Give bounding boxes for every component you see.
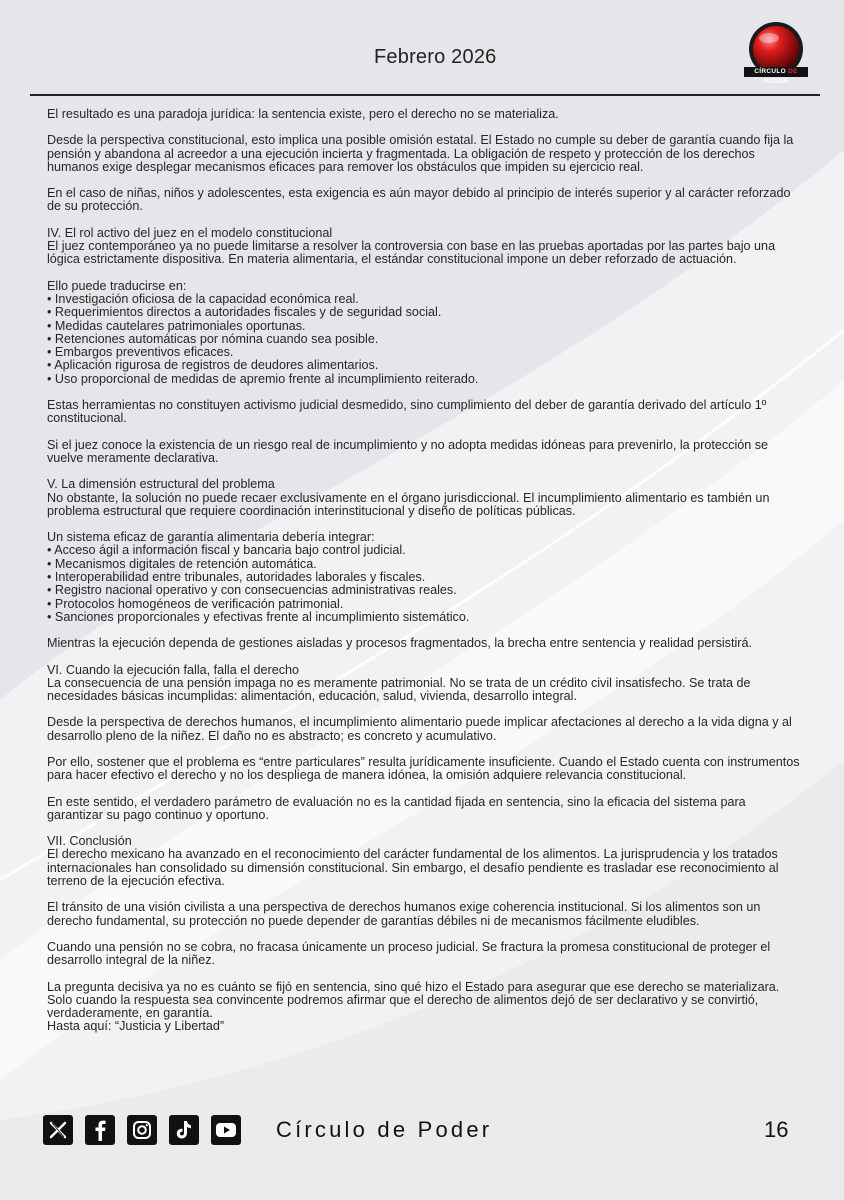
- facebook-icon[interactable]: [85, 1115, 115, 1145]
- social-icons: [43, 1115, 241, 1145]
- paragraph: Desde la perspectiva de derechos humanos, el incumplimiento alimentario puede implicar afectaciones al derecho a la vida digna y al desarrollo pleno de la niñez. El daño no es abstracto; es concreto y acumulativo.: [47, 715, 792, 743]
- closing-line: Hasta aquí: “Justicia y Libertad”: [47, 1019, 225, 1034]
- paragraph: El juez contemporáneo ya no puede limitarse a resolver la controversia con base en las pruebas aportadas por las partes bajo una lógica estrictamente dispositiva. En materia alimentaria, el estándar constitucional impone un deber reforzado de actuación.: [47, 239, 776, 267]
- section-heading-iv: IV. El rol activo del juez en el modelo constitucional: [47, 225, 333, 240]
- paragraph: En el caso de niñas, niños y adolescentes, esta exigencia es aún mayor debido al principio de interés superior y al carácter reforzado de su protección.: [47, 186, 791, 214]
- paragraph: El tránsito de una visión civilista a una perspectiva de derechos humanos exige coherencia institucional. Si los alimentos son un derecho fundamental, su protección no puede depender de garantías débiles ni de mecanismos fácilmente eludibles.: [47, 900, 761, 928]
- tiktok-icon[interactable]: [169, 1115, 199, 1145]
- youtube-icon[interactable]: [211, 1115, 241, 1145]
- list-item: • Medidas cautelares patrimoniales oportunas.: [47, 320, 802, 333]
- list-item: • Requerimientos directos a autoridades fiscales y de seguridad social.: [47, 306, 802, 319]
- list-intro: Un sistema eficaz de garantía alimentaria debería integrar:: [47, 530, 375, 545]
- list-intro: Ello puede traducirse en:: [47, 278, 187, 293]
- list-item: • Embargos preventivos eficaces.: [47, 346, 802, 359]
- article-body: [47, 108, 802, 1034]
- logo-label-part1: CÍRCULO: [754, 68, 789, 75]
- section-heading-vi: VI. Cuando la ejecución falla, falla el derecho: [47, 662, 300, 677]
- paragraph: Por ello, sostener que el problema es “entre particulares” resulta jurídicamente insuficiente. Cuando el Estado cuenta con instrumentos para hacer efectivo el derecho y no los despliega de manera idónea, la omisión adquiere relevancia constitucional.: [47, 754, 800, 783]
- paragraph: La pregunta decisiva ya no es cuánto se fijó en sentencia, sino qué hizo el Estado para asegurar que ese derecho se materializara. Solo cuando la respuesta sea convincente podremos afirmar que el derecho de alimentos dejó de ser declarativo y se convirtió, verdaderamente, en garantía.: [47, 979, 780, 1021]
- paragraph: El resultado es una paradoja jurídica: la sentencia existe, pero el derecho no se materializa.: [47, 107, 559, 121]
- list-item: • Interoperabilidad entre tribunales, autoridades laborales y fiscales.: [47, 571, 802, 584]
- logo-label: [744, 67, 808, 85]
- list-item: • Investigación oficiosa de la capacidad económica real.: [47, 293, 802, 306]
- system-list: [47, 544, 802, 624]
- paragraph: El derecho mexicano ha avanzado en el reconocimiento del carácter fundamental de los alimentos. La jurisprudencia y los tratados internacionales han consolidado su dimensión constitucional. Sin embargo, el desafío pendiente es trasladar ese reconocimiento al terreno de la ejecución efectiva.: [47, 847, 779, 889]
- paragraph: En este sentido, el verdadero parámetro de evaluación no es la cantidad fijada en sentencia, sino la eficacia del sistema para garantizar su pago continuo y oportuno.: [47, 794, 746, 822]
- list-item: • Acceso ágil a información fiscal y bancaria bajo control judicial.: [47, 544, 802, 557]
- section-heading-vii: VII. Conclusión: [47, 834, 132, 849]
- paragraph: Si el juez conoce la existencia de un riesgo real de incumplimiento y no adopta medidas idóneas para prevenirlo, la protección se vuelve meramente declarativa.: [47, 437, 769, 465]
- footer-brand: Círculo de Poder: [276, 1117, 493, 1142]
- section-heading-v: V. La dimensión estructural del problema: [47, 477, 275, 492]
- x-icon[interactable]: [43, 1115, 73, 1145]
- header-date: Febrero 2026: [374, 46, 497, 68]
- list-item: • Mecanismos digitales de retención automática.: [47, 558, 802, 571]
- paragraph: Cuando una pensión no se cobra, no fracasa únicamente un proceso judicial. Se fractura la promesa constitucional de proteger el desarrollo integral de la niñez.: [47, 939, 771, 968]
- instagram-icon[interactable]: [127, 1115, 157, 1145]
- header-divider: [30, 94, 820, 96]
- list-item: • Aplicación rigurosa de registros de deudores alimentarios.: [47, 359, 802, 372]
- logo-label-part2: PODER: [763, 78, 789, 85]
- list-item: • Sanciones proporcionales y efectivas frente al incumplimiento sistemático.: [47, 611, 802, 624]
- list-item: • Retenciones automáticas por nómina cuando sea posible.: [47, 333, 802, 346]
- list-item: • Registro nacional operativo y con consecuencias administrativas reales.: [47, 584, 802, 597]
- list-item: • Protocolos homogéneos de verificación patrimonial.: [47, 598, 802, 611]
- paragraph: La consecuencia de una pensión impaga no es meramente patrimonial. No se trata de un crédito civil insatisfecho. Se trata de necesidades básicas incumplidas: alimentación, educación, salud, vivienda, desarrollo integral.: [47, 675, 751, 704]
- paragraph: Desde la perspectiva constitucional, esto implica una posible omisión estatal. El Estado no cumple su deber de garantía cuando fija la pensión y abandona al acreedor a una ejecución incierta y fragmentada. La obligación de respeto y protección de los derechos humanos exige desplegar mecanismos eficaces para remover los obstáculos que impiden su ejercicio real.: [47, 133, 794, 174]
- measures-list: [47, 293, 802, 386]
- list-item: • Uso proporcional de medidas de apremio frente al incumplimiento reiterado.: [47, 373, 802, 386]
- page-number: 16: [764, 1117, 789, 1142]
- logo-label-accent: DE: [788, 68, 798, 75]
- paragraph: Estas herramientas no constituyen activismo judicial desmedido, sino cumplimiento del deber de garantía derivado del artículo 1º constitucional.: [47, 398, 767, 426]
- paragraph: No obstante, la solución no puede recaer exclusivamente en el órgano jurisdiccional. El incumplimiento alimentario es también un problema estructural que requiere coordinación interinstitucional y diseño de políticas públicas.: [47, 490, 770, 518]
- paragraph: Mientras la ejecución dependa de gestiones aisladas y procesos fragmentados, la brecha entre sentencia y realidad persistirá.: [47, 636, 752, 651]
